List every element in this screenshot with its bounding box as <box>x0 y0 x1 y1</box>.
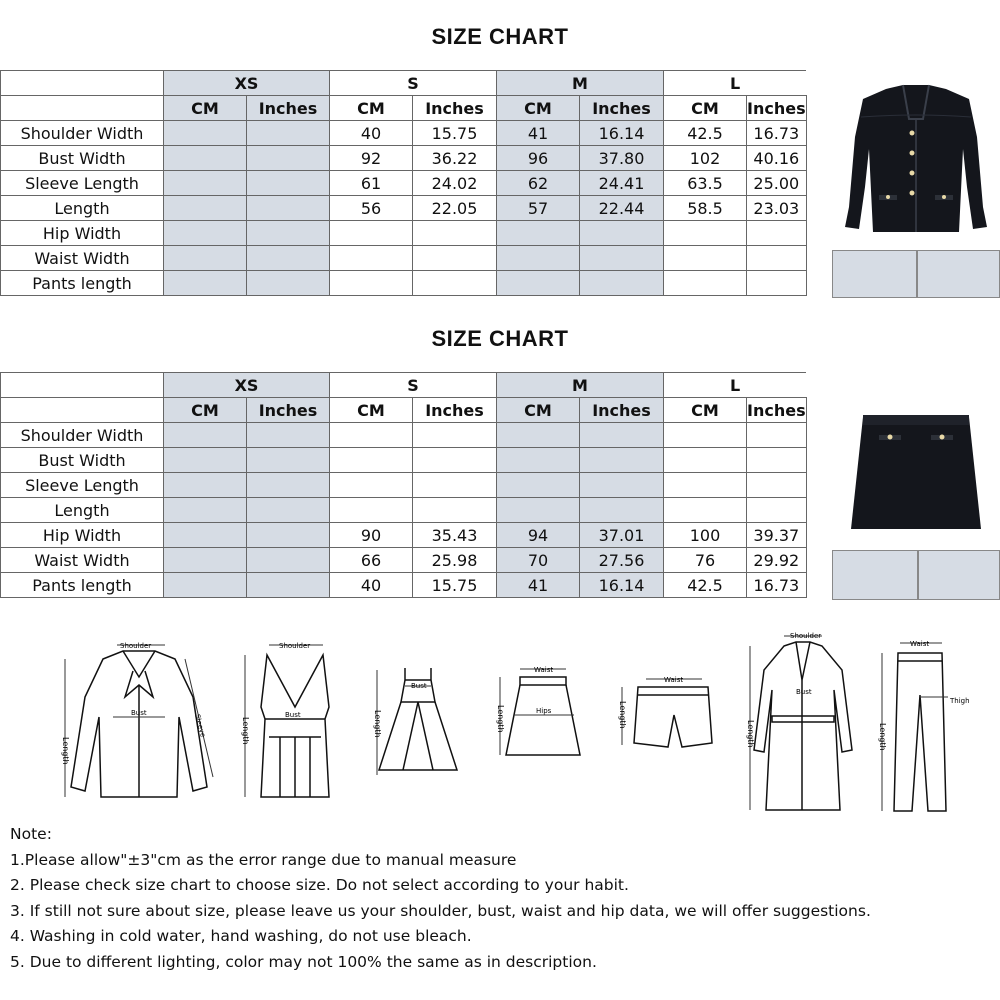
value-cell <box>247 171 330 196</box>
length-label: Length <box>373 710 382 738</box>
value-cell <box>497 448 580 473</box>
table-row <box>1 271 807 296</box>
value-cell <box>497 473 580 498</box>
jacket-icon <box>841 77 991 245</box>
value-cell <box>664 423 747 448</box>
value-cell <box>747 271 807 296</box>
bust-label: Bust <box>796 688 812 696</box>
measurement-diagrams <box>0 625 1000 820</box>
value-cell <box>664 473 747 498</box>
value-cell <box>247 121 330 146</box>
value-cell: 40.16 <box>747 146 807 171</box>
value-cell: 16.73 <box>747 121 807 146</box>
waist-label: Waist <box>664 676 684 684</box>
value-cell: 100 <box>664 523 747 548</box>
value-cell <box>580 473 664 498</box>
value-cell <box>664 246 747 271</box>
value-cell <box>497 246 580 271</box>
shoulder-label: Shoulder <box>279 642 311 650</box>
row-label: Bust Width <box>1 448 164 473</box>
value-cell <box>413 448 497 473</box>
value-cell: 92 <box>330 146 413 171</box>
value-cell <box>413 271 497 296</box>
skirt-icon <box>841 387 991 537</box>
value-cell: 94 <box>497 523 580 548</box>
value-cell <box>164 171 247 196</box>
value-cell <box>164 196 247 221</box>
value-cell <box>413 423 497 448</box>
size-table-jacket <box>0 70 807 296</box>
value-cell: 96 <box>497 146 580 171</box>
value-cell <box>664 498 747 523</box>
value-cell: 39.37 <box>747 523 807 548</box>
value-cell: 37.01 <box>580 523 664 548</box>
value-cell <box>164 573 247 598</box>
value-cell <box>164 523 247 548</box>
length-label: Length <box>878 723 887 751</box>
value-cell <box>164 498 247 523</box>
value-cell: 61 <box>330 171 413 196</box>
value-cell <box>330 221 413 246</box>
unit-header: Inches <box>413 398 497 423</box>
value-cell <box>164 423 247 448</box>
value-cell <box>497 423 580 448</box>
row-label: Hip Width <box>1 523 164 548</box>
note-item: 1.Please allow"±3"cm as the error range due to manual measure <box>10 850 517 869</box>
bust-label: Bust <box>411 682 427 690</box>
value-cell: 102 <box>664 146 747 171</box>
value-cell: 24.02 <box>413 171 497 196</box>
shoulder-label: Shoulder <box>120 642 152 650</box>
table-row <box>1 221 807 246</box>
size-header-m: M <box>497 71 664 96</box>
value-cell: 40 <box>330 573 413 598</box>
shirt-diagram <box>55 637 225 817</box>
value-cell <box>747 473 807 498</box>
value-cell <box>164 246 247 271</box>
value-cell <box>247 523 330 548</box>
value-cell <box>580 271 664 296</box>
unit-header: CM <box>330 398 413 423</box>
bust-label: Bust <box>131 709 147 717</box>
unit-header: Inches <box>580 398 664 423</box>
row-label: Pants length <box>1 271 164 296</box>
value-cell <box>164 448 247 473</box>
value-cell: 90 <box>330 523 413 548</box>
table-row <box>1 573 807 598</box>
row-label: Waist Width <box>1 548 164 573</box>
value-cell: 16.14 <box>580 121 664 146</box>
corner-cell <box>1 96 164 121</box>
value-cell: 25.00 <box>747 171 807 196</box>
dress-diagram <box>365 660 475 800</box>
value-cell <box>330 423 413 448</box>
unit-header: CM <box>164 398 247 423</box>
value-cell: 42.5 <box>664 121 747 146</box>
value-cell <box>164 221 247 246</box>
shoulder-label: Shoulder <box>790 632 822 640</box>
value-cell: 63.5 <box>664 171 747 196</box>
value-cell <box>164 473 247 498</box>
note-item: 4. Washing in cold water, hand washing, do not use bleach. <box>10 927 472 945</box>
row-label: Length <box>1 196 164 221</box>
value-cell <box>247 498 330 523</box>
value-cell <box>247 448 330 473</box>
value-cell: 40 <box>330 121 413 146</box>
unit-header: CM <box>664 96 747 121</box>
value-cell: 24.41 <box>580 171 664 196</box>
value-cell <box>247 196 330 221</box>
unit-header: Inches <box>247 96 330 121</box>
value-cell: 41 <box>497 121 580 146</box>
value-cell <box>497 498 580 523</box>
value-cell: 29.92 <box>747 548 807 573</box>
value-cell <box>330 473 413 498</box>
value-cell <box>413 498 497 523</box>
unit-header: Inches <box>747 398 807 423</box>
value-cell <box>247 221 330 246</box>
note-item: 5. Due to different lighting, color may not 100% the same as in description. <box>10 952 597 971</box>
unit-header: CM <box>664 398 747 423</box>
value-cell <box>747 246 807 271</box>
row-label: Shoulder Width <box>1 423 164 448</box>
row-label: Pants length <box>1 573 164 598</box>
value-cell <box>164 271 247 296</box>
value-cell <box>413 473 497 498</box>
note-item: 2. Please check size chart to choose size. Do not select according to your habit. <box>10 876 629 894</box>
unit-header: Inches <box>580 96 664 121</box>
thigh-label: Thigh <box>950 697 970 705</box>
value-cell <box>664 221 747 246</box>
value-cell: 56 <box>330 196 413 221</box>
table-row <box>1 498 807 523</box>
value-cell <box>747 423 807 448</box>
extra-shade-cell <box>918 550 1000 600</box>
value-cell: 37.80 <box>580 146 664 171</box>
value-cell <box>247 246 330 271</box>
value-cell <box>330 448 413 473</box>
unit-header: Inches <box>747 96 807 121</box>
row-label: Length <box>1 498 164 523</box>
waist-label: Waist <box>534 666 554 674</box>
value-cell <box>580 221 664 246</box>
value-cell <box>747 448 807 473</box>
row-label: Sleeve Length <box>1 473 164 498</box>
extra-shade-cell <box>832 250 917 298</box>
row-label: Bust Width <box>1 146 164 171</box>
skirt-diagram <box>490 663 590 773</box>
row-label: Hip Width <box>1 221 164 246</box>
size-chart-title-2: SIZE CHART <box>431 326 569 351</box>
value-cell: 16.73 <box>747 573 807 598</box>
table-row <box>1 523 807 548</box>
length-label: Length <box>618 701 627 729</box>
value-cell: 16.14 <box>580 573 664 598</box>
pants-diagram <box>872 633 982 818</box>
value-cell <box>330 271 413 296</box>
value-cell <box>164 121 247 146</box>
table-row <box>1 171 807 196</box>
length-label: Length <box>496 705 505 733</box>
value-cell: 25.98 <box>413 548 497 573</box>
value-cell <box>580 423 664 448</box>
extra-shade-cell <box>917 250 1000 298</box>
row-label: Waist Width <box>1 246 164 271</box>
row-label: Sleeve Length <box>1 171 164 196</box>
camisole-diagram <box>235 637 345 807</box>
unit-header: CM <box>164 96 247 121</box>
length-label: Length <box>61 737 70 765</box>
extra-shade-cell <box>832 550 918 600</box>
value-cell <box>664 271 747 296</box>
table-row <box>1 548 807 573</box>
value-cell <box>747 498 807 523</box>
size-header-l: L <box>664 71 807 96</box>
value-cell <box>747 221 807 246</box>
size-header-s: S <box>330 71 497 96</box>
value-cell: 76 <box>664 548 747 573</box>
size-header-m: M <box>497 373 664 398</box>
table-row <box>1 423 807 448</box>
value-cell <box>247 548 330 573</box>
value-cell <box>247 423 330 448</box>
table-row <box>1 473 807 498</box>
value-cell: 15.75 <box>413 121 497 146</box>
value-cell: 66 <box>330 548 413 573</box>
value-cell <box>413 221 497 246</box>
value-cell: 58.5 <box>664 196 747 221</box>
table-row <box>1 246 807 271</box>
value-cell: 22.05 <box>413 196 497 221</box>
value-cell <box>497 271 580 296</box>
value-cell: 23.03 <box>747 196 807 221</box>
note-item: 3. If still not sure about size, please leave us your shoulder, bust, waist and hip data, we will offer suggestions. <box>10 901 871 920</box>
length-label: Length <box>746 720 755 748</box>
value-cell: 15.75 <box>413 573 497 598</box>
waist-label: Waist <box>910 640 930 648</box>
value-cell: 35.43 <box>413 523 497 548</box>
hips-label: Hips <box>536 707 552 715</box>
value-cell <box>580 498 664 523</box>
table-row <box>1 448 807 473</box>
length-label: Length <box>241 717 250 745</box>
value-cell <box>330 246 413 271</box>
value-cell <box>247 271 330 296</box>
value-cell: 22.44 <box>580 196 664 221</box>
corner-cell <box>1 71 164 96</box>
notes-heading: Note: <box>10 825 52 843</box>
value-cell <box>413 246 497 271</box>
shorts-diagram <box>612 673 727 768</box>
jacket-photo <box>832 72 1000 250</box>
table-row <box>1 146 807 171</box>
sleeve-label: Sleeve <box>193 713 207 739</box>
value-cell: 70 <box>497 548 580 573</box>
row-label: Shoulder Width <box>1 121 164 146</box>
value-cell <box>164 146 247 171</box>
value-cell <box>247 473 330 498</box>
coat-diagram <box>740 630 860 820</box>
skirt-photo <box>832 374 1000 549</box>
value-cell: 27.56 <box>580 548 664 573</box>
table-row <box>1 121 807 146</box>
unit-header: Inches <box>413 96 497 121</box>
size-header-xs: XS <box>164 373 330 398</box>
size-header-s: S <box>330 373 497 398</box>
corner-cell <box>1 373 164 398</box>
value-cell: 41 <box>497 573 580 598</box>
value-cell <box>664 448 747 473</box>
unit-header: CM <box>497 398 580 423</box>
size-table-skirt <box>0 372 807 598</box>
unit-header: CM <box>330 96 413 121</box>
value-cell <box>247 146 330 171</box>
value-cell <box>247 573 330 598</box>
size-chart-title-1: SIZE CHART <box>431 24 569 49</box>
unit-header: Inches <box>247 398 330 423</box>
value-cell: 42.5 <box>664 573 747 598</box>
size-header-xs: XS <box>164 71 330 96</box>
value-cell: 57 <box>497 196 580 221</box>
corner-cell <box>1 398 164 423</box>
size-header-l: L <box>664 373 807 398</box>
value-cell <box>497 221 580 246</box>
value-cell <box>580 246 664 271</box>
value-cell <box>580 448 664 473</box>
value-cell: 62 <box>497 171 580 196</box>
notes-section <box>10 822 990 975</box>
table-row <box>1 196 807 221</box>
value-cell <box>164 548 247 573</box>
unit-header: CM <box>497 96 580 121</box>
value-cell <box>330 498 413 523</box>
value-cell: 36.22 <box>413 146 497 171</box>
bust-label: Bust <box>285 711 301 719</box>
